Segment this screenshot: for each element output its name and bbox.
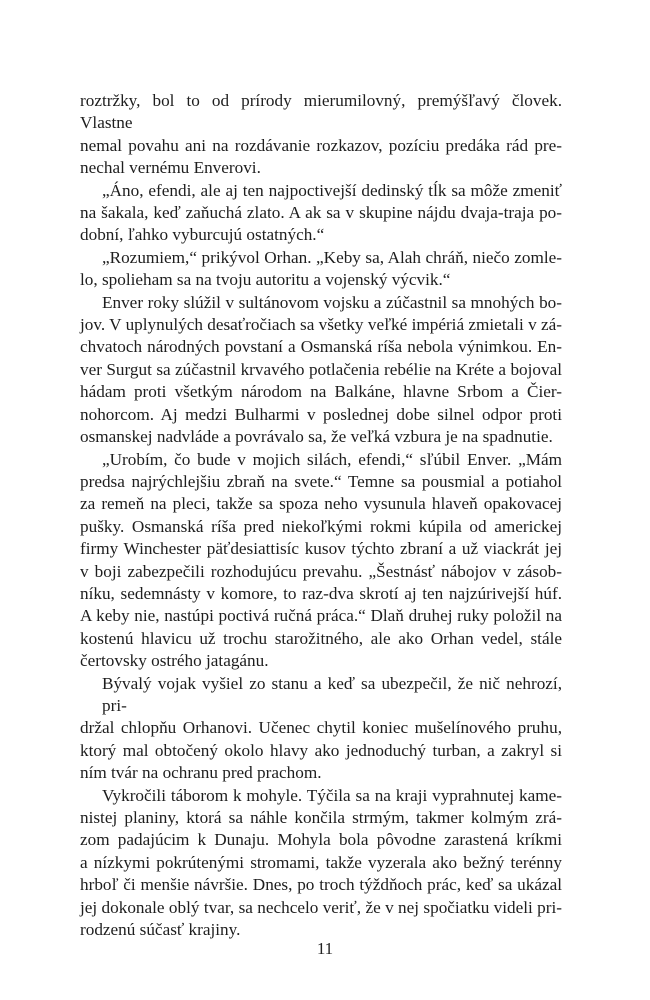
body-text <box>80 90 562 941</box>
text-line: v boji zabezpečili rozhodujúcu prevahu. „Šestnásť nábojov v zásob- <box>80 561 562 581</box>
text-line: Enver roky slúžil v sultánovom vojsku a zúčastnil sa mnohých bo- <box>102 292 562 312</box>
text-line: zom padajúcim k Dunaju. Mohyla bola pôvodne zarastená kríkmi <box>80 830 562 850</box>
text-line: níku, sedemnásty v komore, to raz-dva skrotí aj ten najzúrivejší húf. <box>80 583 562 603</box>
text-line: predsa najrýchlejšiu zbraň na svete.“ Temne sa pousmial a potiahol <box>80 471 562 491</box>
text-line: firmy Winchester päťdesiattisíc kusov týchto zbraní a už viackrát jej <box>80 539 562 559</box>
text-line: Vykročili táborom k mohyle. Týčila sa na kraji vyprahnutej kame- <box>102 785 562 805</box>
text-line: „Urobím, čo bude v mojich silách, efendi,“ sľúbil Enver. „Mám <box>102 449 562 469</box>
text-line: roztržky, bol to od prírody mierumilovný, premýšľavý človek. Vlastne <box>80 91 562 133</box>
text-line: kostenú hlavicu už trochu starožitného, ale ako Orhan vedel, stále <box>80 628 562 648</box>
text-line: ním tvár na ochranu pred prachom. <box>80 763 322 783</box>
text-line: čertovsky ostrého jatagánu. <box>80 651 269 671</box>
paragraph <box>80 247 562 292</box>
text-line: pušky. Osmanská ríša pred niekoľkými rokmi kúpila od americkej <box>80 516 562 536</box>
text-line: dobní, ľahko vyburcujú ostatných.“ <box>80 225 325 245</box>
text-line: „Rozumiem,“ prikývol Orhan. „Keby sa, Alah chráň, niečo zomle- <box>102 247 562 267</box>
paragraph <box>80 449 562 673</box>
text-line: hádam proti všetkým národom na Balkáne, hlavne Srbom a Čier- <box>80 382 562 402</box>
text-line: „Áno, efendi, ale aj ten najpoctivejší dedinský tĺk sa môže zmeniť <box>102 180 562 200</box>
text-line: rodzenú súčasť krajiny. <box>80 920 241 940</box>
text-line: chvatoch národných povstaní a Osmanská ríša nebola výnimkou. En- <box>80 337 562 357</box>
text-line: držal chlopňu Orhanovi. Učenec chytil koniec mušelínového pruhu, <box>80 718 562 738</box>
paragraph <box>80 90 562 180</box>
text-line: lo, spolieham sa na tvoju autoritu a vojenský výcvik.“ <box>80 270 451 290</box>
text-line: ver Surgut sa zúčastnil krvavého potlačenia rebélie na Kréte a bojoval <box>80 359 562 379</box>
text-line: nechal vernému Enverovi. <box>80 158 261 178</box>
page-number: 11 <box>316 939 334 958</box>
text-line: hrboľ či menšie návršie. Dnes, po troch týždňoch prác, keď sa ukázal <box>80 875 562 895</box>
text-line: a nízkymi pokrútenými stromami, takže vyzerala ako bežný terénny <box>80 852 562 872</box>
paragraph <box>80 292 562 449</box>
text-line: nemal povahu ani na rozdávanie rozkazov, pozíciu predáka rád pre- <box>80 135 562 155</box>
text-line: nohorcom. Aj medzi Bulharmi v poslednej dobe silnel odpor proti <box>80 404 562 424</box>
text-line: na šakala, keď zaňuchá zlato. A ak sa v skupine nájdu dvaja-traja po- <box>80 203 562 223</box>
text-line: A keby nie, nastúpi poctivá ručná práca.“ Dlaň druhej ruky položil na <box>80 606 562 626</box>
text-line: jov. V uplynulých desaťročiach sa všetky veľké impériá zmietali v zá- <box>80 315 562 335</box>
text-line: ktorý mal obtočený okolo hlavy ako jednoduchý turban, a zakryl si <box>80 740 562 760</box>
text-line: za remeň na pleci, takže sa spoza neho vysunula hlaveň opakovacej <box>80 494 562 514</box>
text-line: jej dokonale oblý tvar, sa nechcelo veriť, že v nej spočiatku videli pri- <box>80 897 562 917</box>
text-line: Bývalý vojak vyšiel zo stanu a keď sa ubezpečil, že nič nehrozí, pri- <box>102 673 562 715</box>
paragraph <box>80 785 562 942</box>
paragraph <box>80 673 562 785</box>
paragraph <box>80 180 562 247</box>
text-line: nistej planiny, ktorá sa náhle končila strmým, takmer kolmým zrá- <box>80 808 562 827</box>
text-line: osmanskej nadvláde a povrávalo sa, že veľká vzbura je na spadnutie. <box>80 427 553 447</box>
